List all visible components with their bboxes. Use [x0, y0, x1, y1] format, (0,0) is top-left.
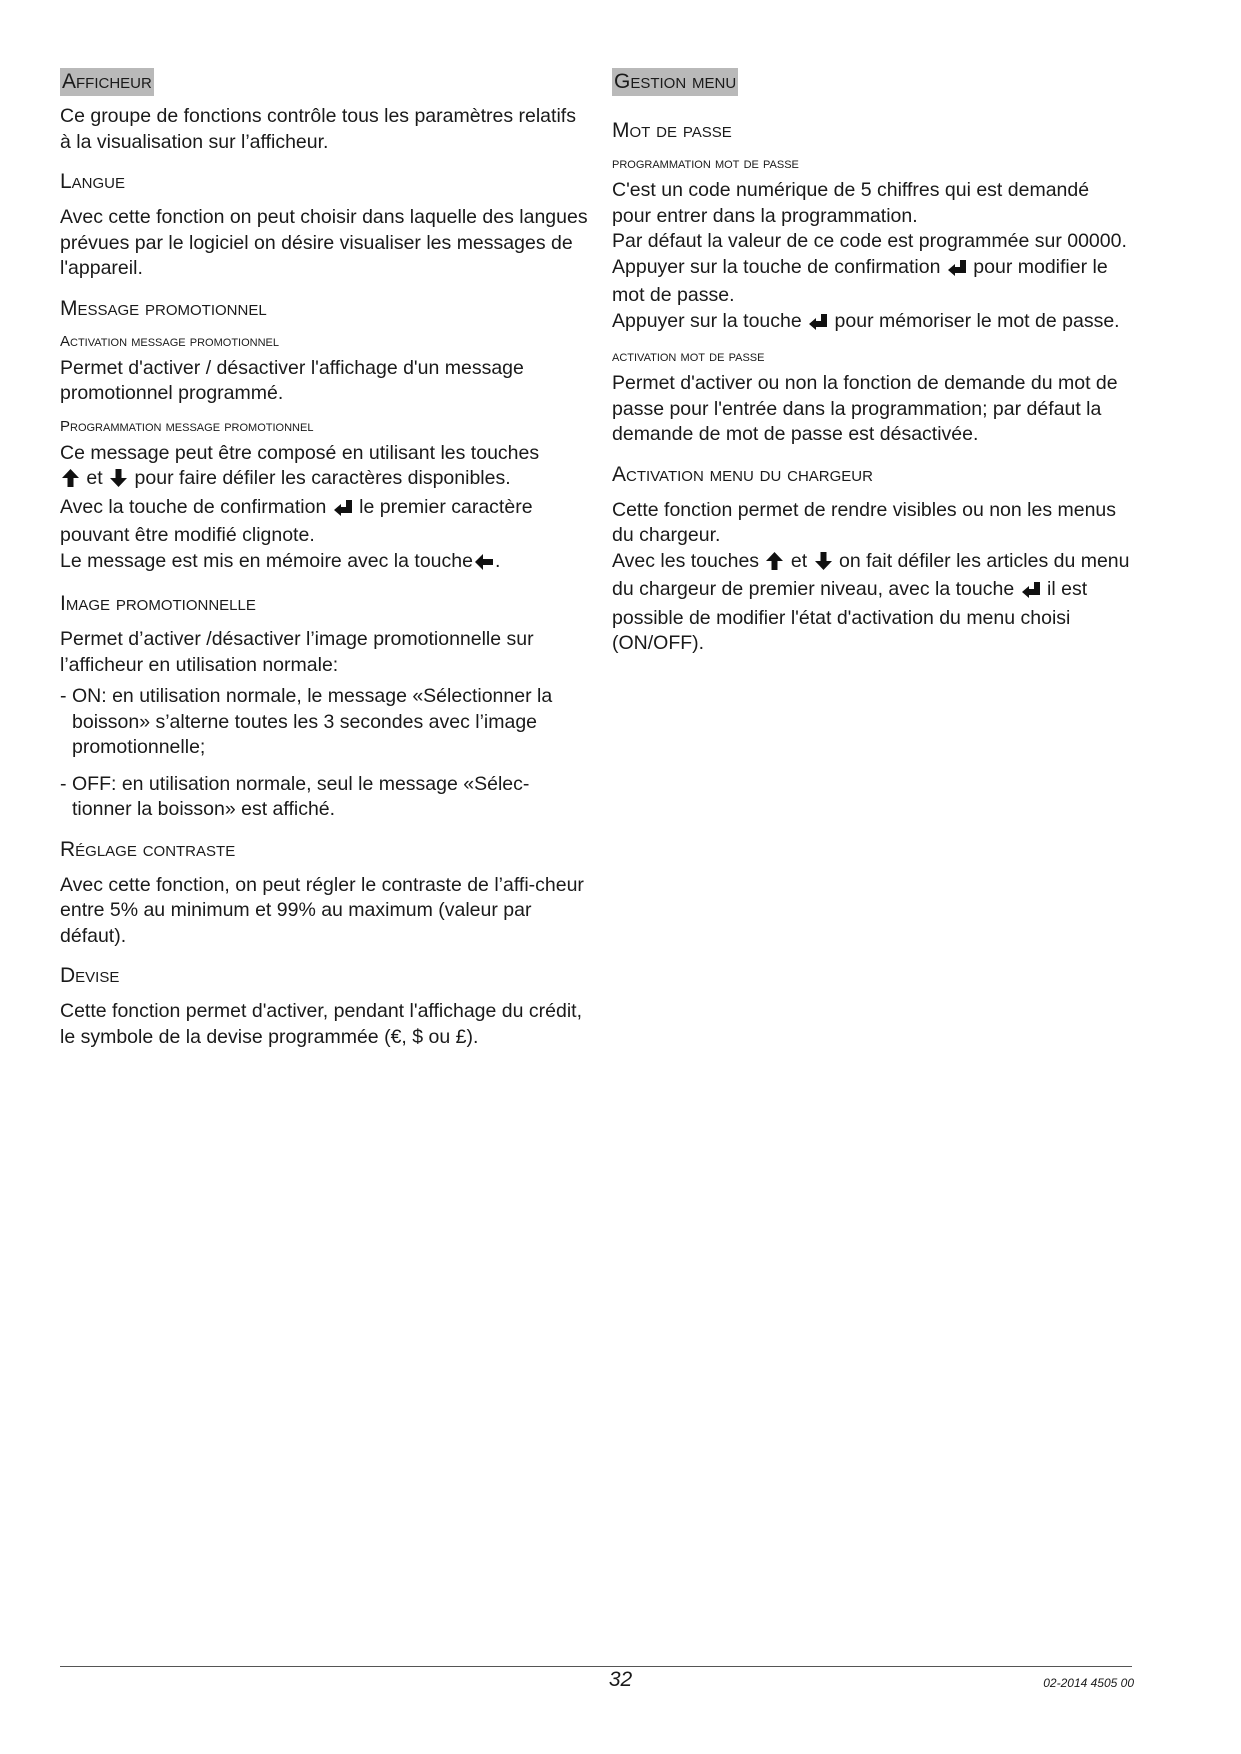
- afficheur-text: Ce groupe de fonctions contrôle tous les paramètres relatifs à la visualisation sur l’afficheur.: [60, 105, 576, 153]
- prog-line-1: Ce message peut être composé en utilisant les touches: [60, 441, 540, 464]
- arrow-down-icon: [815, 552, 832, 578]
- subsection-title-activation-message: Activation message promotionnel: [60, 332, 280, 350]
- mdp-line-1: C'est un code numérique de 5 chiffres qui est demandé pour entrer dans la programmation.: [612, 179, 1090, 227]
- enter-key-icon: [948, 258, 966, 284]
- arrow-up-icon: [62, 469, 79, 495]
- enter-key-icon: [334, 498, 352, 524]
- section-title-gestion-menu: Gestion menu: [612, 68, 738, 96]
- devise-text: Cette fonction permet d'activer, pendant l'affichage du crédit, le symbole de la devise programmée (€, $ ou £).: [60, 1000, 582, 1048]
- page-number: 32: [608, 1668, 633, 1691]
- programmation-message-text: [60, 441, 588, 578]
- section-title-devise: Devise: [60, 964, 120, 987]
- list-item: - OFF: en utilisation normale, seul le message «Sélec-tionner la boisson» est affiché.: [60, 772, 588, 823]
- mdp-line-2: Par défaut la valeur de ce code est programmée sur 00000.: [612, 230, 1127, 252]
- arrow-up-icon: [766, 552, 783, 578]
- enter-key-icon: [1022, 580, 1040, 606]
- subsection-title-activation-mdp: activation mot de passe: [612, 348, 765, 365]
- mdp-line-4a: Appuyer sur la touche: [612, 309, 802, 332]
- menu-chargeur-text: [612, 498, 1132, 657]
- prog-line-4a: Le message est mis en mémoire avec la touche: [60, 549, 473, 572]
- enter-key-icon: [809, 312, 827, 338]
- right-column: [612, 68, 1132, 657]
- arrow-down-icon: [110, 469, 127, 495]
- langue-text: Avec cette fonction on peut choisir dans laquelle des langues prévues par le logiciel on désire visualiser les messages de l'appareil.: [60, 206, 588, 279]
- mdp-line-3b: pour modifier le mot de passe.: [612, 255, 1108, 306]
- prog-line-3a: Avec la touche de confirmation: [60, 495, 327, 518]
- footer-divider: [60, 1666, 1132, 1667]
- arrow-left-icon: [475, 552, 493, 578]
- section-title-reglage-contraste: Réglage contraste: [60, 837, 236, 861]
- chargeur-line-2a: Avec les touches: [612, 549, 760, 572]
- chargeur-and: et: [790, 549, 808, 572]
- chargeur-line-2c: il est possible de modifier l'état d'activation du menu choisi (ON/OFF).: [612, 578, 1088, 654]
- prog-and: et: [86, 467, 103, 489]
- activation-message-text: Permet d'activer / désactiver l'affichage d'un message promotionnel programmé.: [60, 356, 524, 404]
- mdp-line-4b: pour mémoriser le mot de passe.: [834, 309, 1120, 332]
- mot-de-passe-text: [612, 178, 1132, 337]
- reglage-contraste-text: Avec cette fonction, on peut régler le contraste de l’affi-cheur entre 5% au minimum et 99% au maximum (valeur par défaut).: [60, 873, 584, 947]
- image-promo-list: [60, 684, 588, 823]
- prog-line-3b: le premier caractère pouvant être modifié clignote.: [60, 495, 533, 546]
- section-title-langue: Langue: [60, 170, 126, 193]
- chargeur-line-2b: on fait défiler les articles du menu du chargeur de premier niveau, avec la touche: [612, 549, 1130, 600]
- mdp-line-3a: Appuyer sur la touche de confirmation: [612, 255, 941, 278]
- prog-line-4b: .: [494, 549, 501, 572]
- section-title-mot-de-passe: Mot de passe: [612, 119, 732, 142]
- prog-line-2: pour faire défiler les caractères disponibles.: [134, 467, 511, 489]
- section-title-menu-chargeur: Activation menu du chargeur: [612, 462, 873, 486]
- section-title-afficheur: Afficheur: [60, 68, 154, 96]
- image-promo-text: Permet d’activer /désactiver l’image promotionnelle sur l’afficheur en utilisation normale:: [60, 628, 534, 676]
- activation-mdp-text: Permet d'activer ou non la fonction de demande du mot de passe pour l'entrée dans la programmation; par défaut la demande de mot de passe est désactivée.: [612, 372, 1118, 445]
- subsection-title-programmation-message: Programmation message promotionnel: [60, 417, 314, 435]
- section-title-image-promo: Image promotionnelle: [60, 592, 256, 615]
- list-item: - ON: en utilisation normale, le message «Sélectionner la boisson» s’alterne toutes les 3 secondes avec l’image promotionnelle;: [60, 684, 588, 761]
- subsection-title-programmation-mdp: programmation mot de passe: [612, 155, 799, 172]
- left-column: [60, 68, 588, 1050]
- section-title-message-promo: Message promotionnel: [60, 296, 267, 320]
- document-reference: 02-2014 4505 00: [1043, 1676, 1134, 1690]
- chargeur-line-1: Cette fonction permet de rendre visibles ou non les menus du chargeur.: [612, 498, 1117, 546]
